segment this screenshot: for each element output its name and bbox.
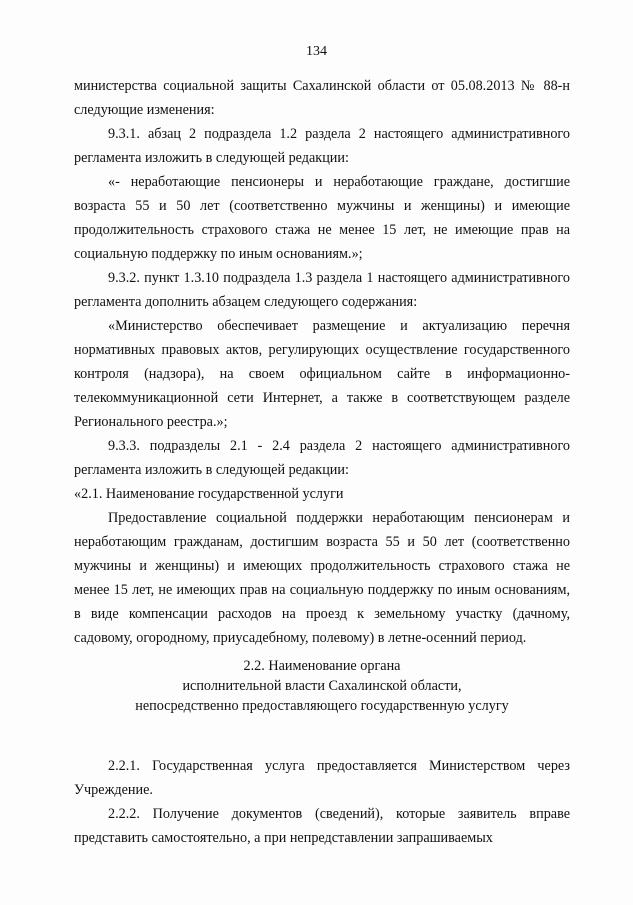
paragraph-intro: министерства социальной защиты Сахалинской области от 05.08.2013 № 88-н следующие изменения: xyxy=(74,78,570,118)
page-number: 134 xyxy=(306,44,327,59)
paragraph-9-3-2: 9.3.2. пункт 1.3.10 подраздела 1.3 раздела 1 настоящего административного регламента дополнить абзацем следующего содержания: xyxy=(74,270,570,310)
heading-line-2: исполнительной власти Сахалинской области, xyxy=(182,678,462,694)
paragraph-service-description: Предоставление социальной поддержки неработающим пенсионерам и неработающим гражданам, достигшим возраста 55 и 50 лет (соответственно мужчины и женщины) и имеющих продолжительность страхового стажа не менее 15 лет, не имеющих прав на социальную поддержку по иным основаниям, в виде компенсации расходов на проезд к земельному участку (дачному, садовому, огородному, приусадебному, полевому) в летне-осенний период. xyxy=(74,510,570,646)
paragraph-2-2-1: 2.2.1. Государственная услуга предоставляется Министерством через Учреждение. xyxy=(74,758,570,798)
paragraph-2-2-2: 2.2.2. Получение документов (сведений), которые заявитель вправе представить самостоятельно, а при непредставлении запрашиваемых xyxy=(74,806,570,846)
spacer xyxy=(74,716,570,754)
section-heading-2-2 xyxy=(74,656,570,716)
heading-line-3: непосредственно предоставляющего государственную услугу xyxy=(135,698,509,714)
section-heading-2-1: «2.1. Наименование государственной услуги xyxy=(74,486,344,502)
paragraph-9-3-3: 9.3.3. подразделы 2.1 - 2.4 раздела 2 настоящего административного регламента изложить в следующей редакции: xyxy=(74,438,570,478)
document-body xyxy=(74,74,570,850)
paragraph-quote-pensioners: «- неработающие пенсионеры и неработающие граждане, достигшие возраста 55 и 50 лет (соответственно мужчины и женщины) и имеющие продолжительность страхового стажа не менее 15 лет, не имеющие прав на социальную поддержку по иным основаниям.»; xyxy=(74,174,570,262)
heading-line-1: 2.2. Наименование органа xyxy=(243,658,401,674)
paragraph-quote-ministry: «Министерство обеспечивает размещение и актуализацию перечня нормативных правовых актов, регулирующих осуществление государственного контроля (надзора), на своем официальном сайте в информационно-телекоммуникационной сети Интернет, а также в соответствующем разделе Регионального реестра.»; xyxy=(74,318,570,430)
paragraph-9-3-1: 9.3.1. абзац 2 подраздела 1.2 раздела 2 настоящего административного регламента изложить в следующей редакции: xyxy=(74,126,570,166)
